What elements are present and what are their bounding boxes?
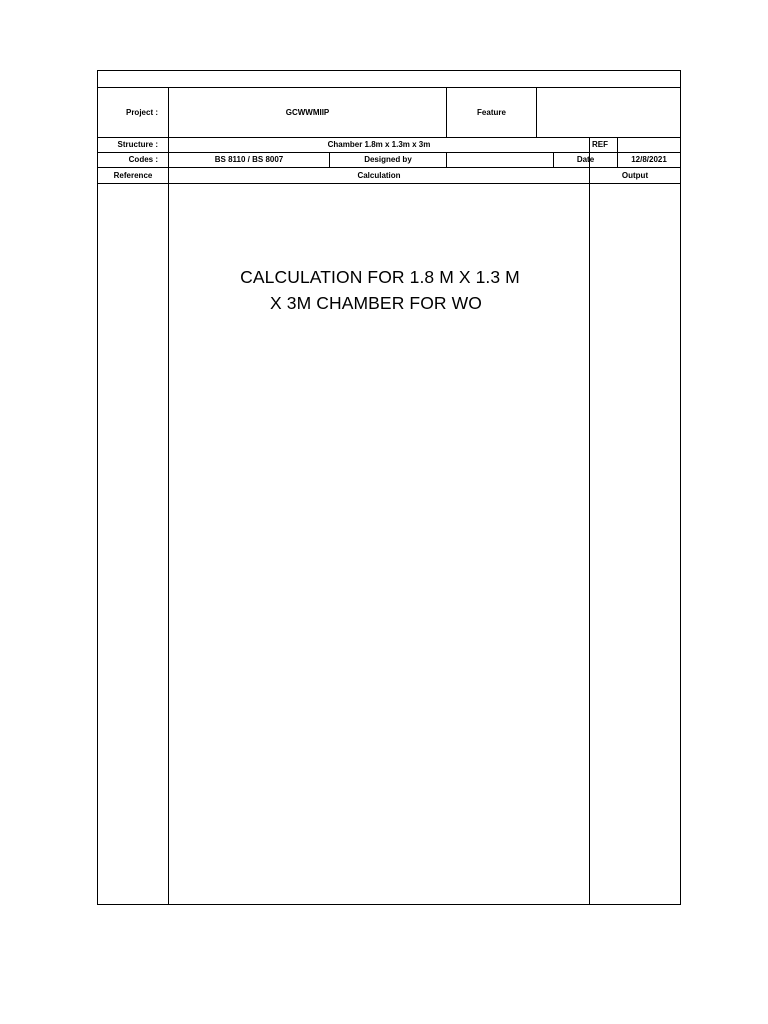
date-label: Date [576, 155, 595, 164]
rule-bottom [97, 904, 681, 905]
border-right [680, 70, 681, 905]
designed-by-value [447, 153, 553, 167]
codes-label: Codes : [128, 155, 158, 164]
designed-by-label: Designed by [364, 155, 412, 164]
calculation-title [170, 264, 590, 316]
divider-output [589, 137, 590, 905]
column-output: Output [621, 170, 649, 180]
ref-value [618, 138, 680, 152]
feature-value [537, 88, 680, 137]
project-value: GCWWMIIP [285, 107, 330, 117]
structure-label: Structure : [117, 140, 158, 149]
date-value: 12/8/2021 [631, 155, 667, 164]
column-reference: Reference [113, 170, 153, 180]
project-label: Project : [125, 107, 158, 117]
structure-value: Chamber 1.8m x 1.3m x 3m [327, 140, 431, 149]
feature-label: Feature [477, 107, 506, 117]
ref-label: REF [592, 140, 608, 149]
calculation-title-line-1: CALCULATION FOR 1.8 M X 1.3 M [240, 267, 520, 287]
calculation-title-line-2: X 3M CHAMBER FOR WO [270, 293, 482, 313]
rule-top [97, 70, 681, 71]
codes-value: BS 8110 / BS 8007 [214, 155, 284, 164]
border-left [97, 70, 98, 905]
column-calculation: Calculation [357, 170, 401, 180]
divider-reference [168, 87, 169, 905]
rule-columns-bottom [97, 183, 681, 184]
